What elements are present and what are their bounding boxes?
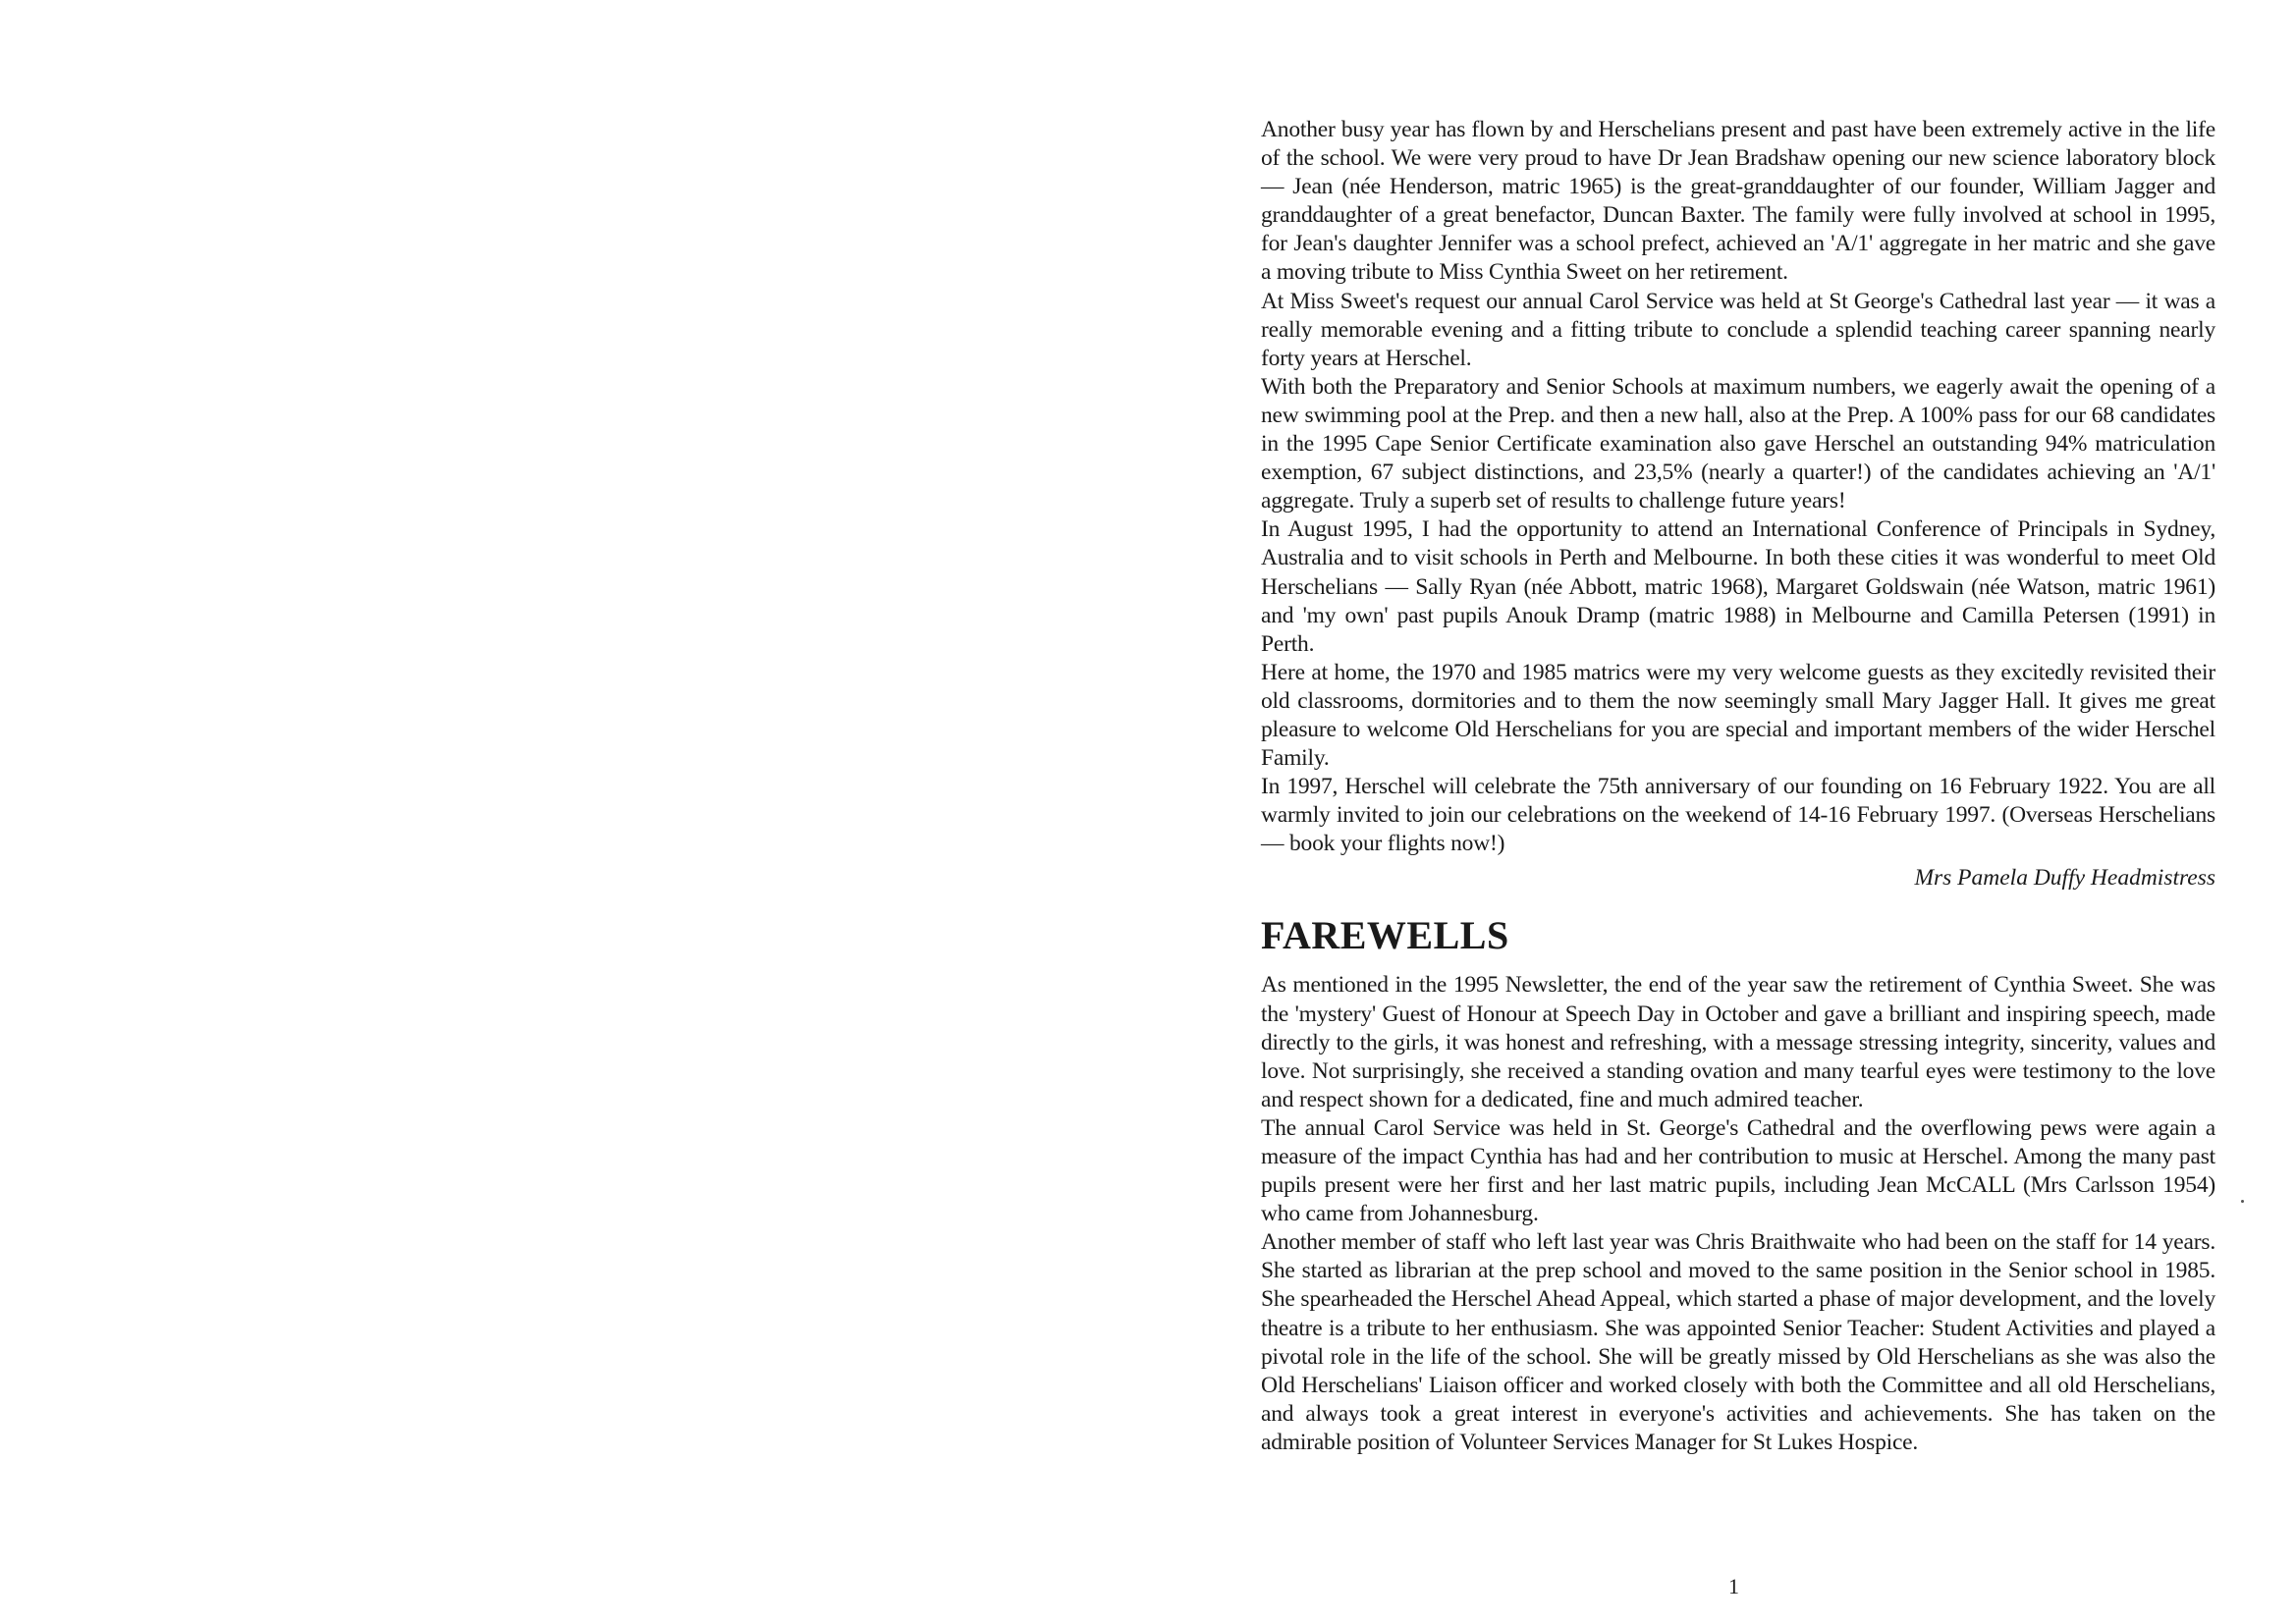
scan-speck: [2241, 1200, 2244, 1203]
article-paragraph-4: In August 1995, I had the opportunity to attend an International Conference of Principals in Sydney, Australia and to visit schools in Perth and Melbourne. In both these cities it was wonderful to meet Old Herschelians — Sally Ryan (née Abbott, matric 1968), Margaret Goldswain (née Watson, matric 1961) and 'my own' past pupils Anouk Dramp (matric 1988) in Melbourne and Camilla Petersen (1991) in Perth.: [1261, 516, 2215, 657]
farewells-heading: FAREWELLS: [1261, 913, 1509, 958]
article-paragraph-3: With both the Preparatory and Senior Schools at maximum numbers, we eagerly await the opening of a new swimming pool at the Prep. and then a new hall, also at the Prep. A 100% pass for our 68 candidates in the 1995 Cape Senior Certificate examination also gave Herschel an outstanding 94% matriculation exemption, 67 subject distinctions, and 23,5% (nearly a quarter!) of the candidates achieving an 'A/1' aggregate. Truly a superb set of results to challenge future years!: [1261, 373, 2215, 514]
article-paragraph-2: At Miss Sweet's request our annual Carol Service was held at St George's Cathedral last year — it was a really memorable evening and a fitting tribute to conclude a splendid teaching career spanning nearly forty years at Herschel.: [1261, 288, 2215, 371]
article-paragraph-5: Here at home, the 1970 and 1985 matrics were my very welcome guests as they excitedly revisited their old classrooms, dormitories and to them the now seemingly small Mary Jagger Hall. It gives me great pleasure to welcome Old Herschelians for you are special and important members of the wider Herschel Family.: [1261, 659, 2215, 772]
headmistress-signature: Mrs Pamela Duffy Headmistress: [1914, 865, 2215, 892]
farewells-paragraph-2: The annual Carol Service was held in St. George's Cathedral and the overflowing pews were again a measure of the impact Cynthia has had and her contribution to music at Herschel. Among the many past pupils present were her first and her last matric pupils, including Jean McCALL (Mrs Carlsson 1954) who came from Johannesburg.: [1261, 1114, 2215, 1227]
article-paragraph-6: In 1997, Herschel will celebrate the 75th anniversary of our founding on 16 February 1922. You are all warmly invited to join our celebrations on the weekend of 14-16 February 1997. (Overseas Herschelians — book your flights now!): [1261, 774, 2215, 857]
article-paragraph-1: Another busy year has flown by and Herschelians present and past have been extremely active in the life of the school. We were very proud to have Dr Jean Bradshaw opening our new science laboratory block — Jean (née Henderson, matric 1965) is the great-granddaughter of our founder, William Jagger and granddaughter of a great benefactor, Duncan Baxter. The family were fully involved at school in 1995, for Jean's daughter Jennifer was a school prefect, achieved an 'A/1' aggregate in her matric and she gave a moving tribute to Miss Cynthia Sweet on her retirement.: [1261, 117, 2215, 286]
farewells-paragraph-3: Another member of staff who left last year was Chris Braithwaite who had been on the staff for 14 years. She started as librarian at the prep school and moved to the same position in the Senior school in 1985. She spearheaded the Herschel Ahead Appeal, which started a phase of major development, and the lovely theatre is a tribute to her enthusiasm. She was appointed Senior Teacher: Student Activities and played a pivotal role in the life of the school. She will be greatly missed by Old Herschelians as she was also the Old Herschelians' Liaison officer and worked closely with both the Committee and all old Herschelians, and always took a great interest in everyone's activities and achievements. She has taken on the admirable position of Volunteer Services Manager for St Lukes Hospice.: [1261, 1229, 2215, 1455]
page-number: 1: [1728, 1574, 1739, 1598]
farewells-paragraph-1: As mentioned in the 1995 Newsletter, the end of the year saw the retirement of Cynthia Sweet. She was the 'mystery' Guest of Honour at Speech Day in October and gave a brilliant and inspiring speech, made directly to the girls, it was honest and refreshing, with a message stressing integrity, sincerity, values and love. Not surprisingly, she received a standing ovation and many tearful eyes were testimony to the love and respect shown for a dedicated, fine and much admired teacher.: [1261, 972, 2215, 1112]
text-column: [1261, 116, 2215, 1457]
